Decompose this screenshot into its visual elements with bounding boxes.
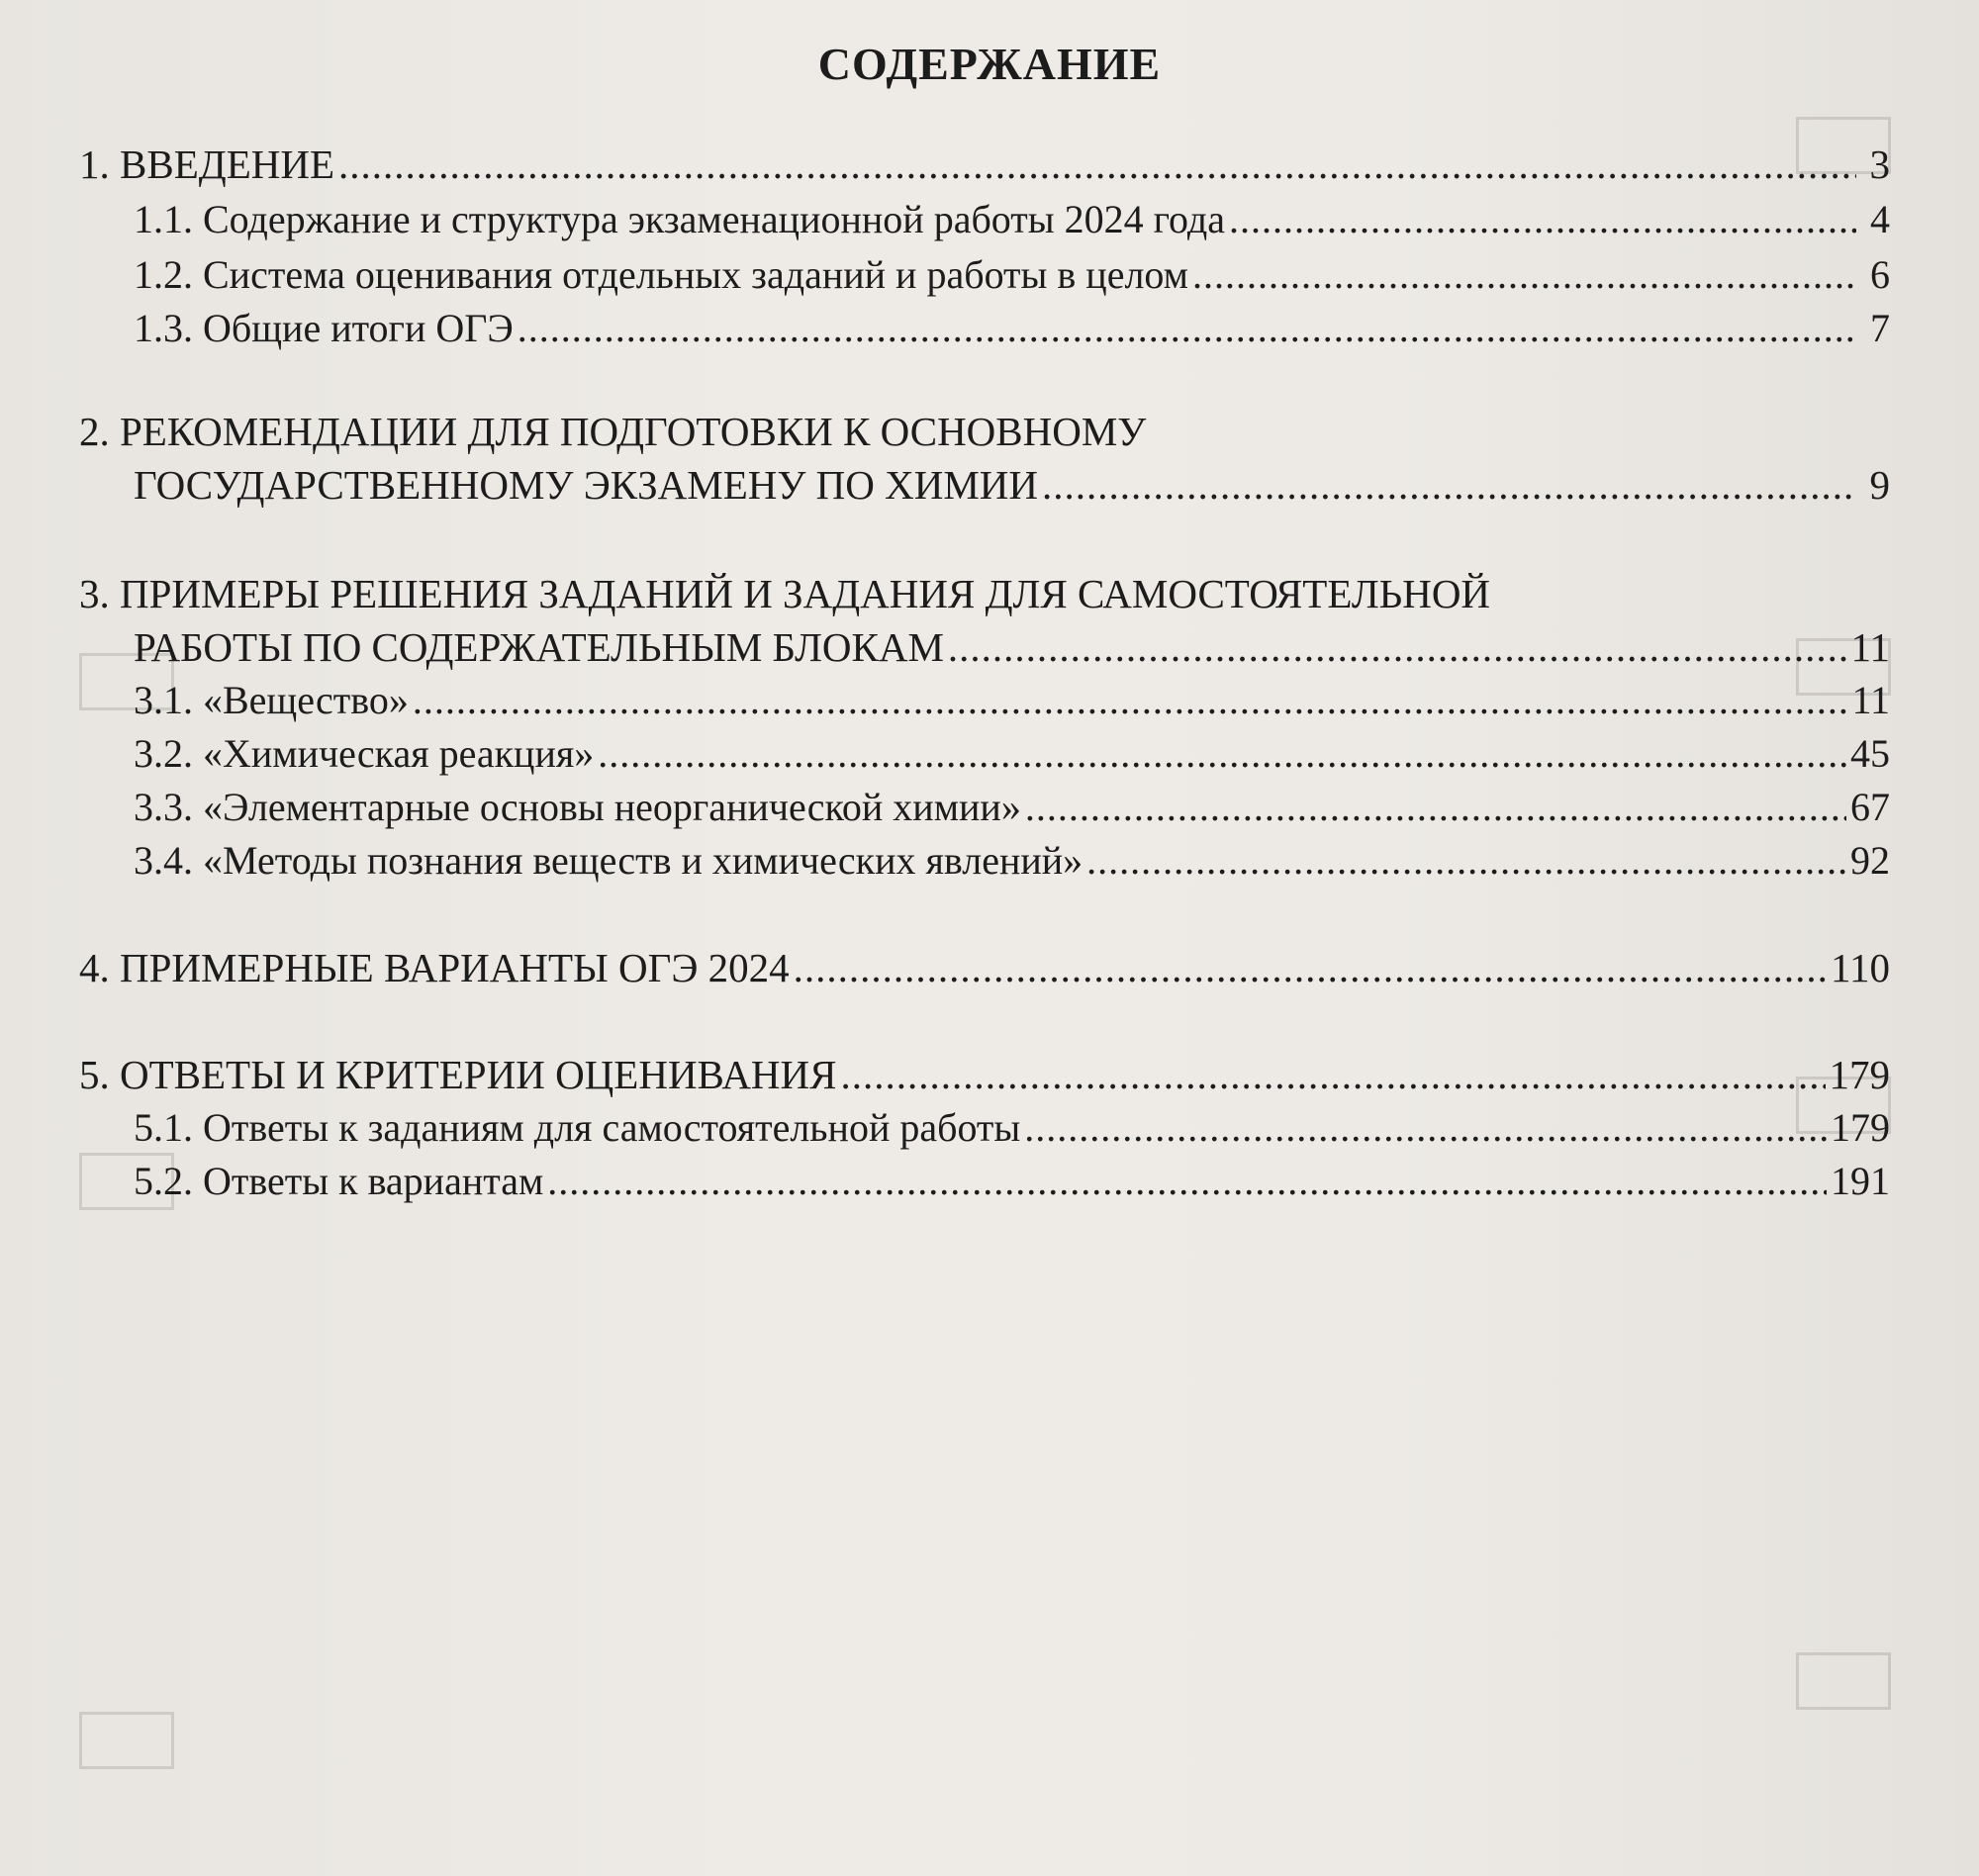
toc-label: 3.4. «Методы познания веществ и химических явлений» <box>134 838 1084 883</box>
toc-entry <box>134 196 1890 243</box>
toc-leader <box>547 1158 1827 1205</box>
toc-label: РАБОТЫ ПО СОДЕРЖАТЕЛЬНЫМ БЛОКАМ <box>134 624 944 670</box>
toc-leader <box>948 623 1847 671</box>
toc-entry <box>134 1158 1890 1205</box>
toc-entry <box>134 837 1890 885</box>
toc-page-number: 110 <box>1831 945 1890 990</box>
toc-leader <box>1086 837 1846 885</box>
toc-page-number: 191 <box>1831 1159 1890 1203</box>
toc-entry <box>134 1104 1890 1152</box>
toc-entry <box>134 623 1890 671</box>
toc-entry <box>134 677 1890 724</box>
toc-label-line1: 3. ПРИМЕРЫ РЕШЕНИЯ ЗАДАНИЙ И ЗАДАНИЯ ДЛЯ САМОСТОЯТЕЛЬНОЙ <box>79 571 1491 616</box>
toc-page-number: 3 <box>1869 141 1890 187</box>
toc-entry <box>79 944 1890 991</box>
toc-leader <box>1042 461 1856 509</box>
toc-page-number: 179 <box>1829 1052 1890 1097</box>
page-title: СОДЕРЖАНИЕ <box>817 39 1162 89</box>
toc-page-number: 9 <box>1869 462 1890 508</box>
toc-label: 5.2. Ответы к вариантам <box>134 1159 544 1203</box>
bleed-box <box>79 1712 174 1769</box>
toc-entry <box>134 730 1890 778</box>
toc-leader <box>1192 251 1856 299</box>
toc-label: ГОСУДАРСТВЕННОМУ ЭКЗАМЕНУ ПО ХИМИИ <box>134 462 1039 508</box>
toc-label: 3.3. «Элементарные основы неорганической химии» <box>134 785 1021 829</box>
toc-label: 3.1. «Вещество» <box>134 678 409 722</box>
toc-label: 1. ВВЕДЕНИЕ <box>79 141 335 187</box>
toc-label: 1.1. Содержание и структура экзаменационной работы 2024 года <box>134 197 1225 241</box>
toc-leader <box>413 677 1848 724</box>
toc-page-number: 6 <box>1870 252 1890 297</box>
toc-label: 1.3. Общие итоги ОГЭ <box>134 306 514 350</box>
toc-entry <box>79 141 1890 188</box>
toc-page-number: 45 <box>1850 731 1890 776</box>
toc-page-number: 7 <box>1870 306 1890 350</box>
toc-page-number: 67 <box>1850 785 1890 829</box>
toc-entry <box>134 305 1890 352</box>
toc-leader <box>338 141 1856 188</box>
toc-label: 4. ПРИМЕРНЫЕ ВАРИАНТЫ ОГЭ 2024 <box>79 945 790 990</box>
toc-page-number: 11 <box>1850 624 1890 670</box>
toc-label: 3.2. «Химическая реакция» <box>134 731 595 776</box>
toc-page-number: 4 <box>1870 197 1890 241</box>
toc-leader <box>1229 196 1856 243</box>
toc-leader <box>1024 1104 1827 1152</box>
toc-page-number: 179 <box>1831 1105 1890 1150</box>
toc-label-line1: 2. РЕКОМЕНДАЦИИ ДЛЯ ПОДГОТОВКИ К ОСНОВНОМУ <box>79 409 1147 454</box>
toc-leader <box>1025 784 1846 831</box>
toc-leader <box>841 1051 1826 1098</box>
toc-label: 5. ОТВЕТЫ И КРИТЕРИИ ОЦЕНИВАНИЯ <box>79 1052 837 1097</box>
toc-entry <box>134 461 1890 509</box>
toc-label: 1.2. Система оценивания отдельных заданий и работы в целом <box>134 252 1188 297</box>
bleed-box <box>1796 1652 1891 1710</box>
toc-entry <box>79 1051 1890 1098</box>
toc-leader <box>794 944 1827 991</box>
toc-page-number: 11 <box>1851 678 1890 722</box>
toc-entry <box>134 251 1890 299</box>
toc-leader <box>598 730 1846 778</box>
toc-label: 5.1. Ответы к заданиям для самостоятельной работы <box>134 1105 1021 1150</box>
toc-entry <box>134 784 1890 831</box>
toc-page-number: 92 <box>1850 838 1890 883</box>
toc-leader <box>518 305 1856 352</box>
